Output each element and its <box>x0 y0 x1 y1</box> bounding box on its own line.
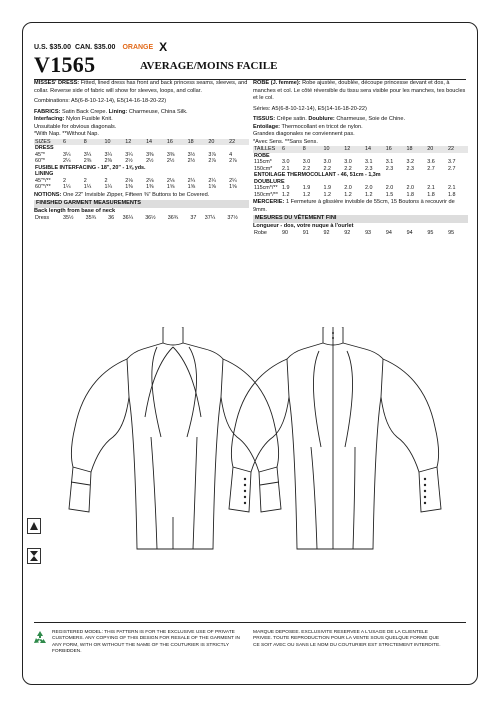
english-column <box>34 80 249 222</box>
table-cell: 1⅜ <box>125 184 133 191</box>
table-cell: 2.0 <box>385 185 394 192</box>
en-fabrics: Satin Back Crepe. <box>61 108 108 115</box>
en-lining: Charmeuse, China Silk. <box>128 108 188 115</box>
fr-interfacing: Thermocollant en tricot de nylon. <box>281 123 363 130</box>
en-notions: One 22" Invisible Zipper, Fifteen ⅜" Buttons to be Covered. <box>62 191 210 198</box>
table-cell: 3.2 <box>406 159 414 166</box>
table-cell: 2.0 <box>406 185 414 192</box>
en-finished-table <box>34 215 249 221</box>
en-fabrics-label: FABRICS: <box>34 108 61 115</box>
en-interfacing: Nylon Fusible Knit. <box>66 116 113 123</box>
table-cell: 150cm* <box>254 165 273 172</box>
table-cell: 2.2 <box>323 165 331 172</box>
table-cell: 2½ <box>187 158 196 165</box>
table-cell: 1.8 <box>448 191 456 198</box>
table-cell: 94 <box>385 230 392 237</box>
table-row <box>34 184 249 190</box>
fr-desc: Robe ajustée, doublée, découpe princesse devant et dos, à manches et col. Le côté réversible du tissu sera visible pour les manches, tes boucles et le col. <box>253 80 466 102</box>
fr-back-length: Longueur - dos, votre nuque à l'ourlet <box>253 222 354 229</box>
table-cell: 3.0 <box>344 159 352 166</box>
table-cell: 35½ <box>63 215 74 222</box>
table-cell: 18 <box>406 146 427 152</box>
table-cell: 93 <box>365 230 372 237</box>
table-cell: 3.1 <box>385 159 394 166</box>
table-cell: 2.7 <box>448 165 456 172</box>
en-yardage-table <box>34 139 249 191</box>
price-us: U.S. $35.00 <box>34 43 71 51</box>
table-cell: 45"* <box>35 151 46 158</box>
table-cell: 150cm*/** <box>254 191 278 198</box>
table-cell: 1¼ <box>83 184 92 191</box>
table-cell: 1.2 <box>344 191 352 198</box>
table-cell: 3.0 <box>323 159 331 166</box>
table-cell: 2⅞ <box>229 158 237 165</box>
table-cell: 45"*/** <box>35 177 51 184</box>
en-lining-head: LINING <box>35 171 54 178</box>
table-cell: 36¼ <box>122 215 134 222</box>
table-cell: 12 <box>124 139 145 145</box>
table-cell: 35¾ <box>85 215 97 222</box>
table-cell: 3½ <box>187 151 196 158</box>
table-cell: 2.7 <box>427 165 435 172</box>
footer-english: REGISTERED MODEL: THIS PATTERN IS FOR THE EXCLUSIVE USE OF PRIVATE CUSTOMERS. ANY COPYING OF THIS DESIGN FOR RESALE OF THE GARMENT IN ANY FORM, WITH OR WITHOUT THE NAME OF THE COUTURIER IS STRICTLY FORBIDDEN. <box>52 630 240 655</box>
en-back-length: Back length from base of neck <box>34 207 116 214</box>
en-combinations: A5(6-8-10-12-14), E5(14-16-18-20-22) <box>71 98 167 105</box>
table-cell: 36½ <box>145 215 156 222</box>
recycle-icon <box>32 630 48 646</box>
table-cell: 6 <box>62 139 83 145</box>
table-cell: 2.0 <box>365 185 373 192</box>
table-cell: 1⅝ <box>208 184 216 191</box>
triangle-up-icon <box>27 518 41 534</box>
price-can: CAN. $35.00 <box>74 43 116 51</box>
en-fusible: FUSIBLE INTERFACING - 18", 20" - 1⅝ yds. <box>35 164 146 171</box>
table-cell: 1¼ <box>104 184 113 191</box>
table-cell: 6 <box>281 146 302 152</box>
back-view-drawing <box>229 327 441 549</box>
table-cell: 3⅜ <box>166 151 175 158</box>
table-cell: 10 <box>104 139 125 145</box>
fr-fusible: ENTOILAGE THERMOCOLLANT - 46, 51cm - 1,3m <box>254 172 381 179</box>
table-cell: 2⅜ <box>83 158 92 165</box>
table-cell: 1⅜ <box>146 184 154 191</box>
table-cell: 3¼ <box>83 151 92 158</box>
en-lining-label: Lining: <box>108 108 128 115</box>
fr-fabrics-label: TISSUS: <box>253 116 276 123</box>
table-cell: 3.0 <box>282 159 290 166</box>
en-notions-label: NOTIONS: <box>34 191 62 198</box>
table-cell: 20 <box>426 146 447 152</box>
table-cell: 2⅛ <box>166 177 175 184</box>
fr-fabrics: Crêpe satin. <box>276 116 307 123</box>
dress-line-art <box>55 327 455 552</box>
fr-notions-label: MERCERIE: <box>253 199 285 206</box>
table-cell: 2.3 <box>406 165 414 172</box>
table-cell: 2⅛ <box>125 177 133 184</box>
table-cell: 90 <box>282 230 288 237</box>
footer-french: MARQUE DEPOSEE. EXCLUSIVITE RESERVEE A L'USAGE DE LA CLIENTELE PRIVEE. TOUTE REPRODUCTION POUR LA VENTE SOUS QUELQUE FORME QUE CE SOIT AVEC OU SANS LE NOM DU COUTURIER EST STRICTEMENT INTERDITE. <box>253 630 441 648</box>
table-cell: 2⅞ <box>208 158 216 165</box>
en-title: MISSES' DRESS: <box>34 80 80 86</box>
table-cell: 2.1 <box>427 185 435 192</box>
table-cell: 8 <box>83 139 104 145</box>
table-cell: 2½ <box>125 158 133 165</box>
table-cell: 2 <box>63 177 66 184</box>
table-cell: 1.2 <box>323 191 331 198</box>
fr-lining: Charmeuse, Soie de Chine. <box>336 116 406 123</box>
difficulty-level: AVERAGE/MOINS FACILE <box>140 60 278 72</box>
table-cell: 1.2 <box>282 191 290 198</box>
table-cell: 2¼ <box>187 177 196 184</box>
table-cell: 1.8 <box>406 191 414 198</box>
fr-note2: *Avec Sens. **Sans Sens. <box>253 138 318 145</box>
table-cell: 92 <box>344 230 351 237</box>
fr-yardage-table <box>253 146 468 198</box>
table-cell: 3¼ <box>125 151 133 158</box>
table-cell: Robe <box>254 230 267 237</box>
table-cell: 37½ <box>227 215 238 222</box>
table-row <box>253 192 468 198</box>
en-note2: *With Nap. **Without Nap. <box>34 131 99 138</box>
fr-finished-table <box>253 230 468 236</box>
table-cell: 37¼ <box>204 215 216 222</box>
table-cell: 94 <box>406 230 413 237</box>
table-cell: 37 <box>190 215 197 222</box>
table-cell: 92 <box>323 230 330 237</box>
table-row <box>34 215 249 221</box>
table-cell: 1⅝ <box>229 184 237 191</box>
marker: X <box>159 40 168 54</box>
table-cell: Dress <box>35 215 50 222</box>
table-cell: 16 <box>385 146 406 152</box>
table-cell: 2.1 <box>282 165 290 172</box>
en-finished-head: FINISHED GARMENT MEASUREMENTS <box>34 200 249 208</box>
table-cell: 1.9 <box>282 185 290 192</box>
table-cell: 3¼ <box>63 151 71 158</box>
table-cell: 2½ <box>146 158 154 165</box>
table-cell: 16 <box>166 139 187 145</box>
table-cell: 1.5 <box>385 191 394 198</box>
table-cell: 60"* <box>35 158 46 165</box>
en-sizes-label: SIZES <box>34 139 62 145</box>
fr-combinations: A5(6-8-10-12-14), E5(14-16-18-20-22) <box>271 105 367 112</box>
table-cell: 91 <box>302 230 309 237</box>
table-cell: 1⅝ <box>166 184 175 191</box>
table-cell: 3¼ <box>104 151 113 158</box>
en-desc: Fitted, lined dress has front and back princess seams, sleeves, and collar. Reverse side of fabric will show for sleeves, loops, and collar. <box>34 80 248 94</box>
fr-note1: Grandes diagonales ne conviennent pas. <box>253 131 355 138</box>
table-cell: 1¼ <box>63 184 71 191</box>
pattern-number: V1565 <box>34 52 96 77</box>
table-cell: 95 <box>448 230 455 237</box>
table-cell: 3.0 <box>302 159 311 166</box>
fr-lining-label: Doublure: <box>308 116 335 123</box>
table-cell: 8 <box>302 146 323 152</box>
table-cell: 2 <box>104 177 108 184</box>
front-view-drawing <box>69 327 281 549</box>
table-cell: 2.3 <box>365 165 373 172</box>
french-column <box>253 80 468 237</box>
table-row <box>253 230 468 236</box>
table-cell: 2½ <box>166 158 175 165</box>
table-cell: 18 <box>187 139 208 145</box>
table-cell: 115cm*/** <box>254 185 278 192</box>
en-interfacing-label: Interfacing: <box>34 116 65 123</box>
table-cell: 2.3 <box>385 165 394 172</box>
table-cell: 3.6 <box>427 159 435 166</box>
table-cell: 2¼ <box>63 158 71 165</box>
table-cell: 2.2 <box>302 165 311 172</box>
fr-comb-label: Séries: <box>253 105 271 112</box>
table-cell: 3⅞ <box>208 151 216 158</box>
table-cell: 20 <box>207 139 228 145</box>
table-cell: 3⅜ <box>146 151 154 158</box>
table-cell: 2¼ <box>229 177 237 184</box>
cuff-buttons <box>244 332 426 504</box>
table-cell: 2.2 <box>344 165 352 172</box>
table-cell: 95 <box>427 230 434 237</box>
table-cell: 2.0 <box>344 185 352 192</box>
fr-dress-label: ROBE <box>254 152 270 159</box>
table-cell: 36 <box>108 215 115 222</box>
table-cell: 1.9 <box>302 185 311 192</box>
table-cell: 2 <box>83 177 87 184</box>
en-comb-label: Combinations: <box>34 98 70 105</box>
color-label: ORANGE <box>122 43 154 51</box>
fr-interfacing-label: Entoilage: <box>253 123 281 130</box>
table-cell: 115cm* <box>254 159 272 166</box>
footer-rule <box>34 622 466 623</box>
table-cell: 12 <box>343 146 364 152</box>
fr-sizes-label: TAILLES <box>253 146 281 152</box>
table-cell: 2.1 <box>448 185 456 192</box>
en-note1: Unsuitable for obvious diagonals. <box>34 123 117 130</box>
table-cell: 1.9 <box>323 185 331 192</box>
hourglass-icon <box>27 548 41 564</box>
table-cell: 2⅛ <box>146 177 154 184</box>
table-cell: 4 <box>229 151 233 158</box>
table-cell: 3.1 <box>365 159 373 166</box>
table-cell: 2¼ <box>208 177 216 184</box>
table-cell: 14 <box>364 146 385 152</box>
fr-lining-head: DOUBLURE <box>254 178 285 185</box>
table-cell: 36¾ <box>167 215 179 222</box>
table-cell: 3.7 <box>448 159 456 166</box>
fr-finished-head: MESURES DU VÊTEMENT FINI <box>253 215 468 223</box>
fr-notions: 1 Fermeture à glissière invisible de 55cm, 15 Boutons à recouvrir de 9mm. <box>253 199 455 213</box>
table-cell: 10 <box>323 146 344 152</box>
table-cell: 1⅝ <box>187 184 196 191</box>
table-cell: 60"*/** <box>35 184 51 191</box>
en-dress-label: DRESS <box>35 145 54 152</box>
table-cell: 1.2 <box>365 191 373 198</box>
fr-title: ROBE (J. femme): <box>253 80 301 86</box>
table-cell: 22 <box>228 139 249 145</box>
table-cell: 14 <box>145 139 166 145</box>
table-cell: 1.8 <box>427 191 435 198</box>
table-cell: 22 <box>447 146 468 152</box>
table-cell: 2⅜ <box>104 158 113 165</box>
table-cell: 1.2 <box>302 191 311 198</box>
